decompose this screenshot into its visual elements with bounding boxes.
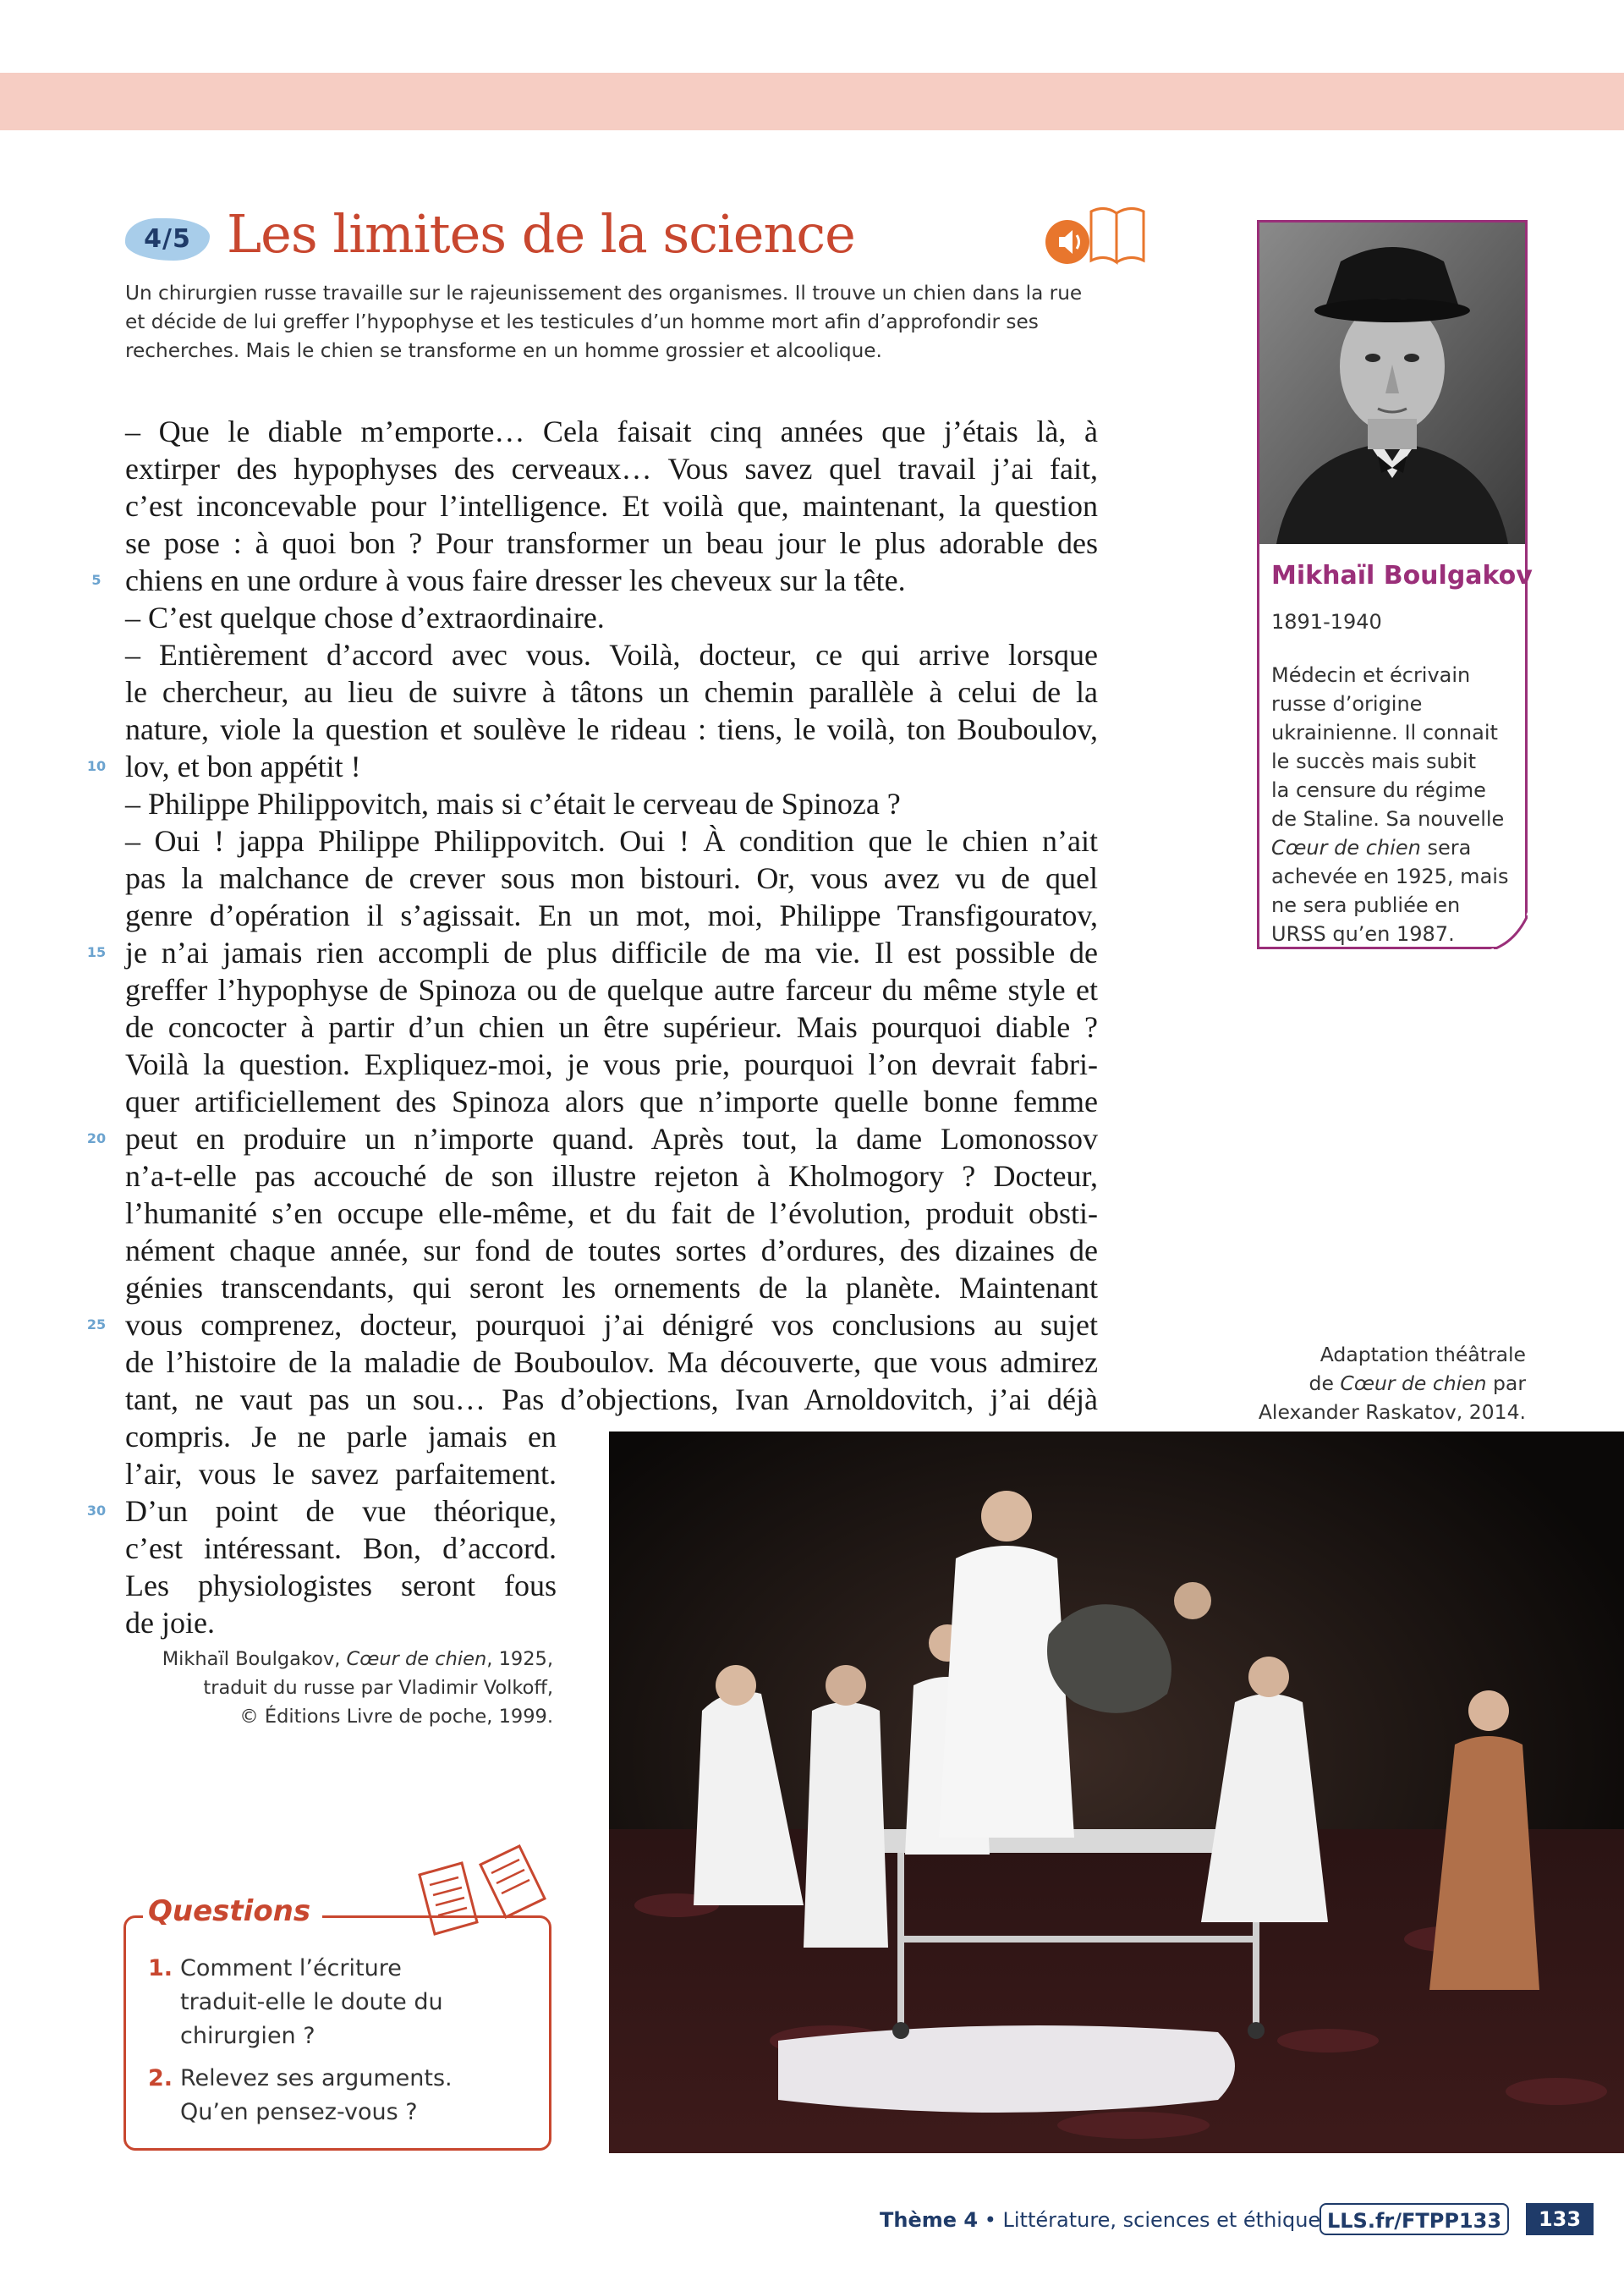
text-line: tant, ne vaut pas un sou… Pas d’objections, Ivan Arnoldovitch, j’ai déjà bbox=[125, 1382, 1098, 1416]
intro-text: Un chirurgien russe travaille sur le rajeunissement des organismes. Il trouve un chien dans la rue et décide de lui greffer l’hypophyse et les testicules d’un homme mort afin d’approfondir ses recherches. Mais le chien se transforme en un homme grossier et alcoolique. bbox=[125, 282, 1083, 362]
caption-line: Adaptation théâtrale bbox=[1320, 1343, 1526, 1366]
text-line: c’est inconcevable pour l’intelligence. Et voilà que, maintenant, la question bbox=[125, 489, 1098, 523]
question-text: Relevez ses arguments. bbox=[180, 2065, 453, 2091]
text-line: compris. Je ne parle jamais en bbox=[125, 1420, 557, 1453]
question-text: Qu’en pensez-vous ? bbox=[180, 2099, 418, 2125]
text-line: – C’est quelque chose d’extraordinaire. bbox=[125, 601, 605, 635]
line-number: 30 bbox=[86, 1503, 107, 1519]
author-name: Mikhaïl Boulgakov bbox=[1271, 561, 1533, 591]
stage-photo bbox=[609, 1431, 1624, 2153]
bio-line: achevée en 1925, mais bbox=[1271, 865, 1509, 888]
audio-book-icon[interactable] bbox=[1042, 200, 1147, 272]
text-line: pas la malchance de crever sous mon bistouri. Or, vous avez vu de quel bbox=[125, 861, 1098, 895]
bio-line: la censure du régime bbox=[1271, 778, 1486, 802]
question-number: 1. bbox=[148, 1955, 173, 1981]
author-bio bbox=[1271, 661, 1517, 948]
author-dates: 1891-1940 bbox=[1271, 610, 1382, 634]
text-line: chiens en une ordure à vous faire dresser les cheveux sur la tête. bbox=[125, 563, 906, 597]
citation-work: Cœur de chien bbox=[346, 1648, 487, 1670]
theme-title: • Littérature, sciences et éthique bbox=[978, 2208, 1321, 2232]
text-line: n’a-t-elle pas accouché de son illustre rejeton à Kholmogory ? Docteur, bbox=[125, 1159, 1098, 1193]
bio-line: de Staline. Sa nouvelle bbox=[1271, 807, 1505, 831]
text-line: vous comprenez, docteur, pourquoi j’ai dénigré vos conclusions au sujet bbox=[125, 1308, 1098, 1342]
text-line: l’air, vous le savez parfaitement. bbox=[125, 1457, 557, 1491]
text-line: je n’ai jamais rien accompli de plus difficile de ma vie. Il est possible de bbox=[125, 936, 1098, 970]
citation-translator: traduit du russe par Vladimir Volkoff, bbox=[203, 1677, 553, 1699]
text-line: de l’histoire de la maladie de Bouboulov. Ma découverte, que vous admirez bbox=[125, 1345, 1098, 1379]
footer-theme bbox=[880, 2203, 1320, 2237]
top-color-band bbox=[0, 73, 1624, 130]
citation-year: , 1925, bbox=[486, 1648, 553, 1670]
text-line: greffer l’hypophyse de Spinoza ou de quelque autre farceur du même style et bbox=[125, 973, 1098, 1007]
author-card bbox=[1257, 220, 1533, 949]
line-number: 15 bbox=[86, 944, 107, 960]
text-line: nature, viole la question et soulève le rideau : tiens, le voilà, ton Bouboulov, bbox=[125, 712, 1098, 746]
question-text: Comment l’écriture bbox=[180, 1955, 402, 1981]
author-portrait bbox=[1259, 223, 1525, 544]
text-line: lov, et bon appétit ! bbox=[125, 750, 361, 783]
theme-number: Thème 4 bbox=[880, 2208, 979, 2232]
text-line: Les physiologistes seront fous bbox=[125, 1569, 557, 1602]
line-number: 10 bbox=[86, 758, 107, 774]
text-line: genre d’opération il s’agissait. En un mot, moi, Philippe Transfigouratov, bbox=[125, 898, 1098, 932]
questions-title: Questions bbox=[143, 1894, 322, 1928]
text-line: quer artificiellement des Spinoza alors que n’importe quelle bonne femme bbox=[125, 1085, 1098, 1118]
caption-line: par bbox=[1486, 1371, 1526, 1395]
page-number: 133 bbox=[1526, 2203, 1594, 2235]
bio-line: ukrainienne. Il connait bbox=[1271, 721, 1498, 745]
citation-author: Mikhaïl Boulgakov, bbox=[162, 1648, 347, 1670]
line-number: 5 bbox=[91, 572, 102, 588]
lls-link[interactable]: LLS.fr/FTPP133 bbox=[1320, 2203, 1509, 2235]
text-line: de joie. bbox=[125, 1606, 215, 1640]
bio-line: le succès mais subit bbox=[1271, 750, 1476, 773]
text-line: se pose : à quoi bon ? Pour transformer un beau jour le plus adorable des bbox=[125, 526, 1098, 560]
question-text: traduit-elle le doute du bbox=[180, 1989, 443, 2015]
text-line: extirper des hypophyses des cerveaux… Vous savez quel travail j’ai fait, bbox=[125, 452, 1098, 486]
line-number: 25 bbox=[86, 1316, 107, 1333]
bio-line: sera bbox=[1420, 836, 1472, 860]
bio-line: russe d’origine bbox=[1271, 692, 1423, 716]
text-line: le chercheur, au lieu de suivre à tâtons un chemin parallèle à celui de la bbox=[125, 675, 1098, 709]
text-line: peut en produire un n’importe quand. Après tout, la dame Lomonossov bbox=[125, 1122, 1098, 1156]
text-line: – Entièrement d’accord avec vous. Voilà, docteur, ce qui arrive lorsque bbox=[125, 638, 1098, 672]
text-line: – Philippe Philippovitch, mais si c’était le cerveau de Spinoza ? bbox=[125, 787, 901, 821]
question-text: chirurgien ? bbox=[180, 2023, 315, 2049]
text-line: D’un point de vue théorique, bbox=[125, 1494, 557, 1528]
text-line: – Oui ! jappa Philippe Philippovitch. Oui ! À condition que le chien n’ait bbox=[125, 824, 1098, 858]
caption-work-title: Cœur de chien bbox=[1340, 1371, 1487, 1395]
text-line: l’humanité s’en occupe elle-même, et du fait de l’évolution, produit obsti- bbox=[125, 1196, 1098, 1230]
text-line: – Que le diable m’emporte… Cela faisait cinq années que j’étais là, à bbox=[125, 415, 1098, 448]
questions-box bbox=[123, 1894, 551, 2151]
bio-line: Médecin et écrivain bbox=[1271, 663, 1471, 687]
bio-line: URSS qu’en 1987. bbox=[1271, 922, 1455, 946]
citation-publisher: © Éditions Livre de poche, 1999. bbox=[239, 1706, 553, 1728]
text-line: Voilà la question. Expliquez-moi, je vous prie, pourquoi l’on devrait fabri- bbox=[125, 1047, 1098, 1081]
bio-work-title: Cœur de chien bbox=[1271, 836, 1421, 860]
caption-line: de bbox=[1309, 1371, 1341, 1395]
question-number: 2. bbox=[148, 2065, 173, 2091]
chapter-badge: 4/5 bbox=[125, 218, 210, 261]
text-line: de concocter à partir d’un chien un être supérieur. Mais pourquoi diable ? bbox=[125, 1010, 1098, 1044]
page-title: Les limites de la science bbox=[227, 203, 855, 265]
source-citation bbox=[110, 1645, 553, 1731]
caption-line: Alexander Raskatov, 2014. bbox=[1258, 1400, 1526, 1424]
text-line: génies transcendants, qui seront les ornements de la planète. Maintenant bbox=[125, 1271, 1098, 1305]
text-line: c’est intéressant. Bon, d’accord. bbox=[125, 1531, 557, 1565]
line-number: 20 bbox=[86, 1130, 107, 1146]
bio-line: ne sera publiée en bbox=[1271, 893, 1461, 917]
page-curl-icon bbox=[1490, 912, 1528, 949]
text-line: nément chaque année, sur fond de toutes sortes d’ordures, des dizaines de bbox=[125, 1234, 1098, 1267]
photo-caption bbox=[1221, 1340, 1526, 1426]
